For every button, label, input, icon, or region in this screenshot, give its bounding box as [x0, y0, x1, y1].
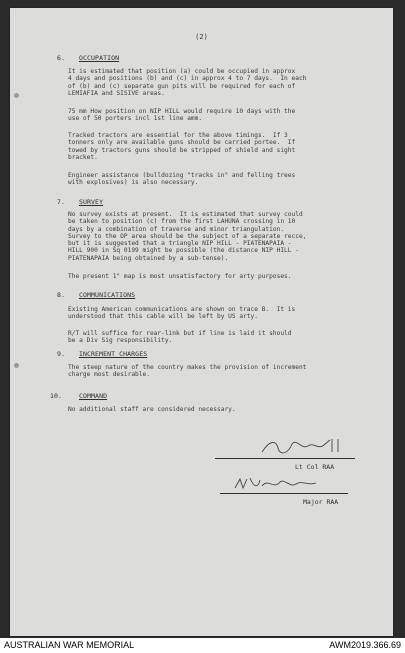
paragraph: It is estimated that position (a) could be occupied in approx 4 days and positions (b) and (c) in approx 4 to 7 days. In each of (b) and (c) separate gun pits will be required for each of LEMIAFIA and SISIVE areas.: [68, 68, 307, 97]
section-number: 10.: [50, 392, 63, 400]
document-page: [10, 8, 393, 636]
section-heading: [57, 54, 119, 62]
section-number: 7.: [57, 198, 66, 206]
section-number: 8.: [57, 291, 66, 299]
section-heading: [50, 392, 107, 400]
section-title: INCREMENT CHARGES: [79, 350, 148, 358]
paragraph: No additional staff are considered necessary.: [68, 406, 236, 413]
punch-hole: [14, 363, 19, 368]
section-number: 9.: [57, 350, 66, 358]
signature-line: [220, 493, 348, 494]
paragraph: No survey exists at present. It is estimated that survey could be taken to position (c) from the first LAHUNA crossing in 10 days by a combination of traverse and minor triangulation. Survey to the OP area should be the subject of a separate recce, but it is suggested that a triangle NIP HILL - PIATENAPAIA - HILL 900 in Sq 0199 might be possible (the distance NIP HILL - PIATENAPAIA being obtained by a sub-tense).: [68, 211, 307, 262]
section-title: COMMUNICATIONS: [79, 291, 136, 299]
reference-id: AWM2019.366.69: [329, 640, 401, 650]
page-number: (2): [195, 33, 208, 41]
section-heading: [57, 198, 103, 206]
institution-label: AUSTRALIAN WAR MEMORIAL: [4, 640, 135, 650]
signature-line: [215, 458, 355, 459]
section-title: OCCUPATION: [79, 54, 120, 62]
signatory-rank: Lt Col RAA: [295, 463, 335, 471]
paragraph: R/T will suffice for rear-link but if line is laid it should be a Div Sig responsibility.: [68, 330, 292, 345]
paragraph: The present 1" map is most unsatisfactory for arty purposes.: [68, 273, 292, 280]
paragraph: The steep nature of the country makes the provision of increment charge most desirable.: [68, 364, 307, 379]
paragraph: Engineer assistance (bulldozing "tracks in" and felling trees with explosives) is also necessary.: [68, 172, 296, 187]
section-title: SURVEY: [79, 198, 104, 206]
paragraph: Tracked tractors are essential for the above timings. If 3 tonners only are available guns should be carried portee. If towed by tractors guns should be stripped of shield and sight bracket.: [68, 132, 296, 161]
section-number: 6.: [57, 54, 66, 62]
paragraph: 75 mm How position on NIP HILL would require 10 days with the use of 50 porters incl 1st line amm.: [68, 108, 296, 123]
archive-footer: [0, 638, 405, 653]
section-title: COMMAND: [79, 392, 108, 400]
punch-hole: [14, 93, 19, 98]
paragraph: Existing American communications are shown on trace B. It is understood that this cable will be left by US arty.: [68, 306, 296, 321]
section-heading: [57, 291, 135, 299]
handwritten-signature: [258, 436, 358, 458]
section-heading: [57, 350, 147, 358]
signatory-rank: Major RAA: [303, 498, 339, 506]
